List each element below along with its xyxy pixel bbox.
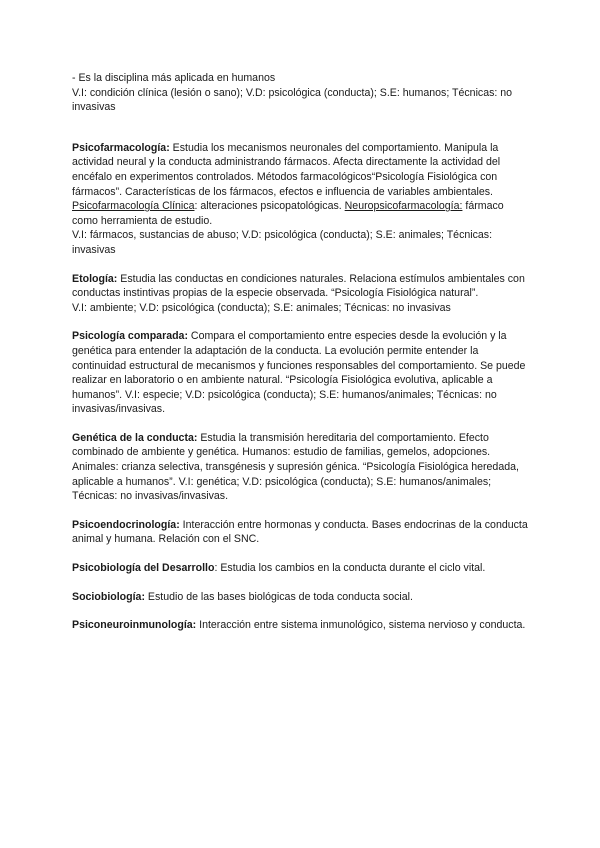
etologia-variables: V.I: ambiente; V.D: psicológica (conducta); S.E: animales; Técnicas: no invasivas [72, 301, 451, 314]
genetica-body: Estudia la transmisión hereditaria del comportamiento. Efecto combinado de ambiente y genética. Humanos: estudio de familias, gemelos, adopciones. Animales: crianza selectiva, transgénesis y supresión génica. “Psicología Fisiológica heredada, aplicable a humanos”. V.I: genética; V.D: psicológica (conducta); S.E: humanos/animales; Técnicas: no invasivas/invasivas. [72, 431, 519, 503]
psiconeuro-body: Interacción entre sistema inmunológico, sistema nervioso y conducta. [196, 619, 526, 632]
section-genetica-conducta [72, 431, 530, 504]
comparada-body: Compara el comportamiento entre especies desde la evolución y la genética para entender la adaptación de la conducta. La evolución permite entender la continuidad estructural de mecanismos y funciones responsables del comportamiento. Se puede realizar en laboratorio o en ambiente natural. “Psicología Fisiológica evolutiva, aplicable a humanos”. V.I: especie; V.D: psicológica (conducta); S.E: humanos/animales; Técnicas: no invasivas/invasivas. [72, 330, 526, 416]
sociobiologia-paragraph [72, 590, 530, 605]
sociobiologia-body: Estudio de las bases biológicas de toda conducta social. [144, 590, 413, 603]
section-psiconeuroinmunologia [72, 618, 530, 633]
etologia-title: Etología: [72, 272, 118, 285]
psicofarmacologia-clinica-text: : alteraciones psicopatológicas. [194, 200, 345, 213]
psicoendocrinologia-title: Psicoendocrinología: [72, 518, 180, 531]
genetica-paragraph [72, 431, 530, 504]
neuropsicofarmacologia-label: Neuropsicofarmacología: [344, 200, 463, 213]
psicofarmacologia-variables: V.I: fármacos, sustancias de abuso; V.D: psicológica (conducta); S.E: animales; Técnicas: invasivas [72, 229, 493, 256]
psicofarmacologia-paragraph [72, 141, 530, 229]
psicoendocrinologia-body: Interacción entre hormonas y conducta. Bases endocrinas de la conducta animal y humana. Relación con el SNC. [72, 518, 528, 546]
document-body [72, 71, 530, 633]
section-psicobiologia-desarrollo [72, 561, 530, 576]
etologia-paragraph [72, 272, 530, 301]
psicofarmacologia-body: Estudia los mecanismos neuronales del comportamiento. Manipula la actividad neural y la conducta administrando fármacos. Afecta directamente la actividad del encéfalo en experimentos controlados. Métodos farmacológicos“Psicología Fisiológica con fármacos”. Características de los fármacos, efectos e influencia de variables ambientales. [72, 141, 501, 198]
desarrollo-body: : Estudia los cambios en la conducta durante el ciclo vital. [214, 562, 486, 575]
section-psicofarmacologia [72, 141, 530, 258]
intro-variables: V.I: condición clínica (lesión o sano); V.D: psicológica (conducta); S.E: humanos; Técnicas: no invasivas [72, 86, 513, 114]
comparada-paragraph [72, 329, 530, 417]
intro-section [72, 71, 530, 115]
psicofarmacologia-title: Psicofarmacología: [72, 141, 170, 154]
section-sociobiologia [72, 590, 530, 605]
sociobiologia-title: Sociobiología: [72, 590, 145, 603]
intro-line: - Es la disciplina más aplicada en humanos [72, 72, 276, 84]
section-psicoendocrinologia [72, 518, 530, 547]
section-psicologia-comparada [72, 329, 530, 417]
psiconeuro-title: Psiconeuroinmunología: [72, 619, 197, 632]
psicofarmacologia-clinica-label: Psicofarmacología Clínica [72, 200, 195, 213]
neuropsicofarmacologia-text: fármaco como herramienta de estudio. [72, 200, 504, 227]
genetica-title: Genética de la conducta: [72, 431, 198, 444]
desarrollo-title: Psicobiología del Desarrollo [72, 562, 215, 575]
desarrollo-paragraph [72, 561, 530, 576]
psicoendocrinologia-paragraph [72, 518, 530, 547]
psiconeuro-paragraph [72, 618, 530, 633]
etologia-body: Estudia las conductas en condiciones naturales. Relaciona estímulos ambientales con conductas instintivas propias de la especie observada. “Psicología Fisiológica natural”. [72, 272, 525, 300]
comparada-title: Psicología comparada: [72, 330, 188, 343]
section-etologia [72, 272, 530, 316]
